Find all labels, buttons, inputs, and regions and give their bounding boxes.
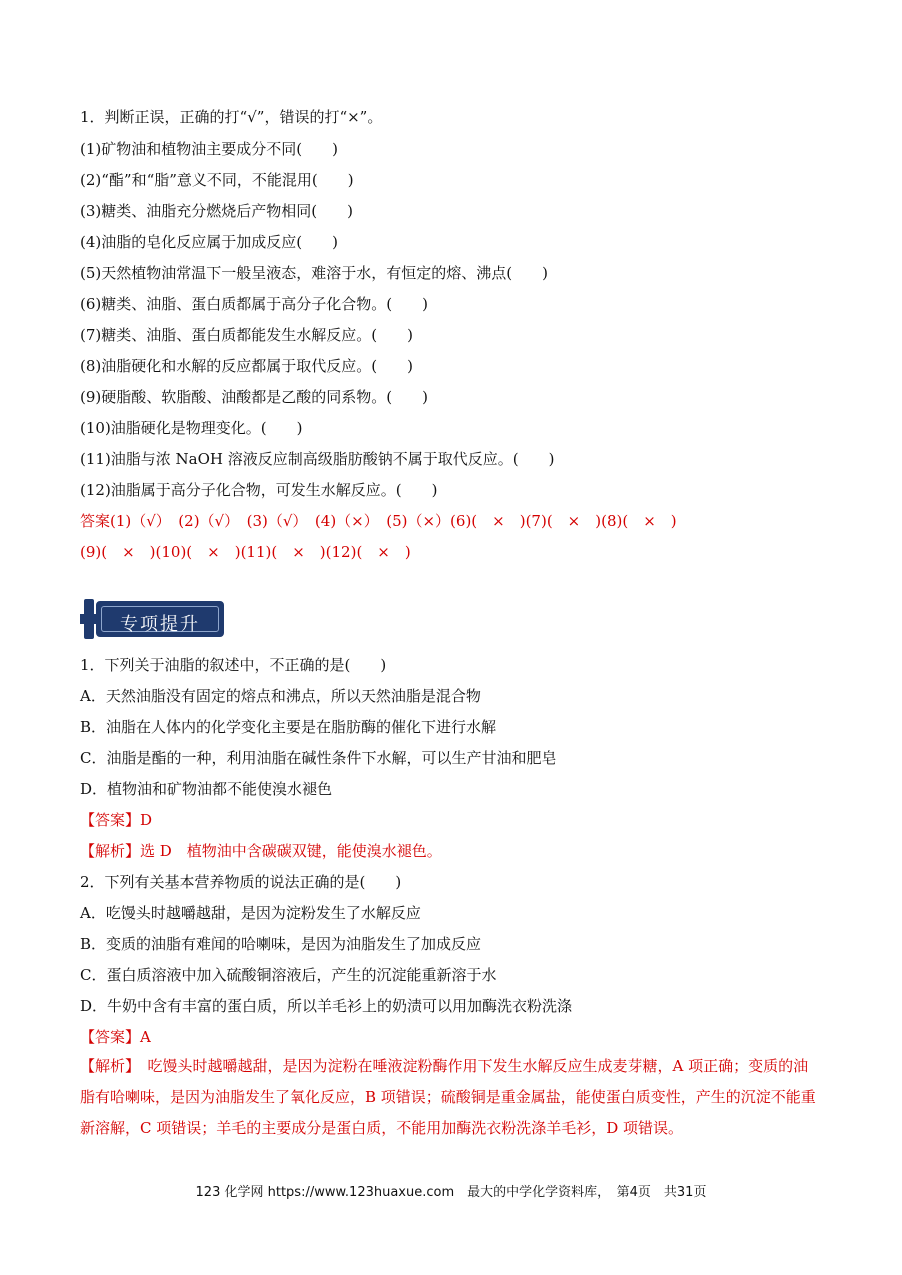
part1-answer-line-2: (9)( × )(10)( × )(11)( × )(12)( × ) [80, 543, 411, 561]
part1-item-3: (3)糖类、油脂充分燃烧后产物相同( ) [80, 202, 353, 220]
q2-stem: 2．下列有关基本营养物质的说法正确的是( ) [80, 873, 402, 891]
part1-item-8: (8)油脂硬化和水解的反应都属于取代反应。( ) [80, 357, 413, 375]
part1-item-11: (11)油脂与浓 NaOH 溶液反应制高级脂肪酸钠不属于取代反应。( ) [80, 450, 555, 468]
part1-item-5: (5)天然植物油常温下一般呈液态，难溶于水，有恒定的熔、沸点( ) [80, 264, 548, 282]
banner-box [96, 601, 224, 637]
part1-item-2: (2)“酯”和“脂”意义不同，不能混用( ) [80, 171, 354, 189]
page-footer: 123 化学网 https://www.123huaxue.com 最大的中学化学资料库， 第4页 共31页 [195, 1185, 707, 1200]
part1-item-6: (6)糖类、油脂、蛋白质都属于高分子化合物。( ) [80, 295, 428, 313]
q2-answer: 【答案】A [80, 1028, 151, 1046]
q1-option-c: C．油脂是酯的一种，利用油脂在碱性条件下水解，可以生产甘油和肥皂 [80, 749, 557, 767]
q1-option-d: D．植物油和矿物油都不能使溴水褪色 [80, 780, 333, 798]
q2-option-a: A．吃馒头时越嚼越甜，是因为淀粉发生了水解反应 [80, 904, 421, 922]
q2-analysis: 【解析】 吃馒头时越嚼越甜，是因为淀粉在唾液淀粉酶作用下发生水解反应生成麦芽糖，A 项正确；变质的油脂有哈喇味，是因为油脂发生了氧化反应，B 项错误；硫酸铜是重金属盐，能使蛋白质变性，产生的沉淀不能重新溶解，C 项错误；羊毛的主要成分是蛋白质，不能用加酶洗衣粉洗涤羊毛衫，D 项错误。 [80, 1057, 816, 1137]
part1-item-7: (7)糖类、油脂、蛋白质都能发生水解反应。( ) [80, 326, 413, 344]
section-banner [80, 599, 226, 639]
q1-option-b: B．油脂在人体内的化学变化主要是在脂肪酶的催化下进行水解 [80, 718, 497, 736]
q2-option-c: C．蛋白质溶液中加入硫酸铜溶液后，产生的沉淀能重新溶于水 [80, 966, 497, 984]
q1-analysis: 【解析】选 D 植物油中含碳碳双键，能使溴水褪色。 [80, 842, 442, 860]
part1-answer-line-1: 答案(1)（√） (2)（√） (3)（√） (4)（×） (5)（×）(6)( × )(7)( × )(8)( × ) [80, 512, 677, 530]
part1-item-10: (10)油脂硬化是物理变化。( ) [80, 419, 303, 437]
q1-option-a: A．天然油脂没有固定的熔点和沸点，所以天然油脂是混合物 [80, 687, 481, 705]
banner-post [84, 599, 94, 639]
part1-item-9: (9)硬脂酸、软脂酸、油酸都是乙酸的同系物。( ) [80, 388, 428, 406]
q1-answer: 【答案】D [80, 811, 153, 829]
part1-item-4: (4)油脂的皂化反应属于加成反应( ) [80, 233, 338, 251]
q1-stem: 1．下列关于油脂的叙述中，不正确的是( ) [80, 656, 387, 674]
part1-item-1: (1)矿物油和植物油主要成分不同( ) [80, 140, 338, 158]
q2-option-b: B．变质的油脂有难闻的哈喇味，是因为油脂发生了加成反应 [80, 935, 482, 953]
q2-option-d: D．牛奶中含有丰富的蛋白质，所以羊毛衫上的奶渍可以用加酶洗衣粉洗涤 [80, 997, 573, 1015]
part1-item-12: (12)油脂属于高分子化合物，可发生水解反应。( ) [80, 481, 438, 499]
banner-label: 专项提升 [120, 614, 200, 635]
part1-title: 1．判断正误，正确的打“√”，错误的打“×”。 [80, 108, 383, 126]
